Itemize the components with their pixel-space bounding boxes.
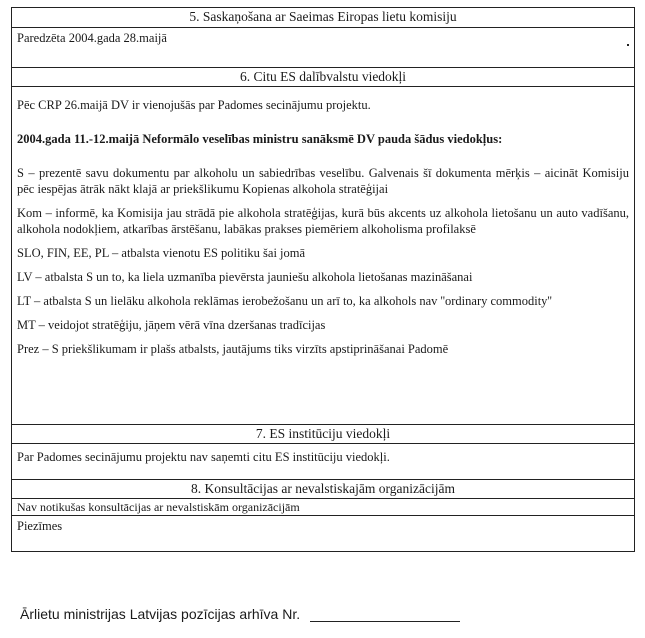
s6-paragraph: MT – veidojot stratēģiju, jāņem vērā vīna dzeršanas tradīcijas [17, 318, 326, 332]
section-5-heading: 5. Saskaņošana ar Saeimas Eiropas lietu komisiju [189, 9, 457, 24]
document-table [11, 7, 635, 552]
section-6-body [12, 86, 634, 424]
section-8-heading: 8. Konsultācijas ar nevalstiskajām organizācijām [12, 479, 634, 498]
notes-cell [12, 515, 634, 551]
s6-paragraph: LT – atbalsta S un lielāku alkohola reklāmas ierobežošanu un arī to, ka alkohols nav ''ordinary commodity'' [17, 294, 552, 308]
section-7-heading: 7. ES institūciju viedokļi [12, 424, 634, 443]
notes-label: Piezīmes [17, 519, 63, 533]
section-5-body [12, 27, 634, 67]
s6-paragraph: Pēc CRP 26.maijā DV ir vienojušās par Padomes secinājumu projektu. [17, 98, 371, 112]
section-6-heading: 6. Citu ES dalībvalstu viedokļi [12, 67, 634, 86]
stray-dot [627, 44, 629, 46]
s6-paragraph: SLO, FIN, EE, PL – atbalsta vienotu ES politiku šai jomā [17, 246, 306, 260]
archive-footer [20, 606, 460, 622]
section-8-text: Nav notikušas konsultācijas ar nevalstiskām organizācijām [12, 498, 634, 515]
archive-number-line [310, 621, 460, 622]
section-5-text: Paredzēta 2004.gada 28.maijā [17, 31, 167, 45]
section-7-body [12, 443, 634, 479]
archive-label: Ārlietu ministrijas Latvijas pozīcijas arhīva Nr. [20, 606, 301, 622]
s6-paragraph: Kom – informē, ka Komisija jau strādā pie alkohola stratēģijas, kurā būs akcents uz alkohola lietošanu un auto vadīšanu, alkohola nodokļiem, atkarības ārstēšanu, labākas prakses piemēriem alkoholisma profilaksē [17, 206, 629, 236]
section-7-text: Par Padomes secinājumu projektu nav saņemti citu ES institūciju viedokļi. [17, 450, 390, 464]
s6-paragraph: Prez – S priekšlikumam ir plašs atbalsts, jautājums tiks virzīts apstiprināšanai Padomē [17, 342, 449, 356]
s6-paragraph: 2004.gada 11.-12.maijā Neformālo veselības ministru sanāksmē DV pauda šādus viedokļus: [17, 132, 503, 146]
s6-paragraph: LV – atbalsta S un to, ka liela uzmanība pievērsta jauniešu alkohola lietošanas mazināšanai [17, 270, 473, 284]
s6-paragraph: S – prezentē savu dokumentu par alkoholu un sabiedrības veselību. Galvenais šī dokumenta mērķis – aicināt Komisiju pēc iespējas ātrāk nākt klajā ar priekšlikumu Kopienas alkohola stratēģijai [17, 166, 629, 196]
